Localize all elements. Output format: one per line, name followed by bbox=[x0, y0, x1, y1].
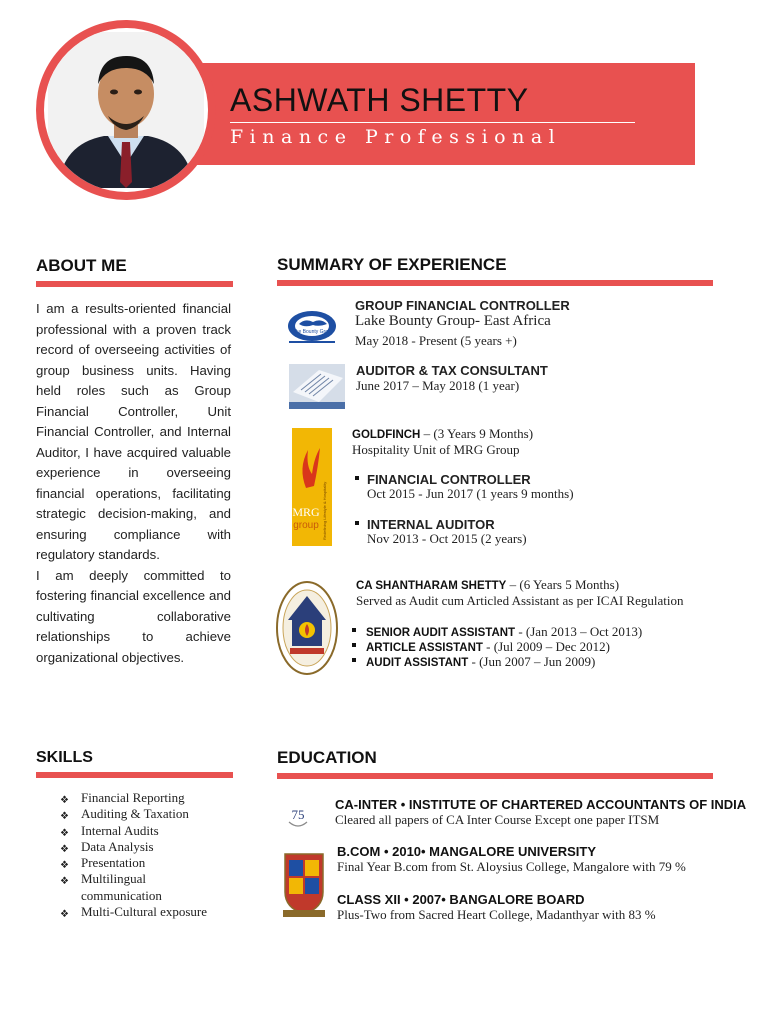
education-title-class-xii: CLASS XII • 2007• BANGALORE BOARD bbox=[337, 892, 585, 907]
period-audit-assistant: - (Jun 2007 – Jun 2009) bbox=[468, 654, 596, 669]
bullet bbox=[352, 658, 356, 662]
icai-75-logo-text: 75 bbox=[291, 807, 305, 822]
role-senior-audit-assistant: SENIOR AUDIT ASSISTANT bbox=[366, 627, 516, 639]
profile-photo bbox=[48, 32, 204, 188]
period-internal-auditor: Nov 2013 - Oct 2015 (2 years) bbox=[367, 531, 527, 546]
bullet bbox=[355, 521, 359, 525]
role-audit-assistant: AUDIT ASSISTANT bbox=[366, 657, 469, 669]
icai-75-logo bbox=[286, 804, 310, 830]
diamond-bullet-icon: ❖ bbox=[60, 909, 69, 921]
lake-bounty-logo-text: Lake Bounty Group bbox=[290, 329, 334, 335]
person-title: Finance Professional bbox=[230, 126, 562, 148]
bullet bbox=[352, 628, 356, 632]
skill-item: ❖ Internal Audits bbox=[60, 823, 240, 839]
period-article-assistant: - (Jul 2009 – Dec 2012) bbox=[482, 639, 611, 654]
goldfinch-line bbox=[352, 426, 533, 442]
education-desc-class-xii: Plus-Two from Sacred Heart College, Madanthyar with 83 % bbox=[337, 907, 656, 922]
about-heading-bar bbox=[36, 281, 233, 287]
diamond-bullet-icon: ❖ bbox=[60, 860, 69, 872]
role-auditor-tax-consultant: AUDITOR & TAX CONSULTANT bbox=[356, 363, 548, 378]
role-group-financial-controller: GROUP FINANCIAL CONTROLLER bbox=[355, 298, 570, 313]
profile-photo-frame bbox=[36, 20, 216, 200]
period-auditor: June 2017 – May 2018 (1 year) bbox=[356, 378, 520, 393]
company-ca-shantharam: CA SHANTHARAM SHETTY bbox=[356, 580, 507, 592]
skill-item: ❖ Multi-Cultural exposure bbox=[60, 904, 240, 920]
mrg-logo-subtext: group bbox=[293, 520, 319, 531]
experience-heading-bar bbox=[277, 280, 713, 286]
lake-bounty-logo bbox=[283, 308, 341, 346]
duration-ca: – (6 Years 5 Months) bbox=[506, 577, 620, 592]
education-heading-bar bbox=[277, 773, 713, 779]
bullet bbox=[355, 476, 359, 480]
skill-item: ❖ Financial Reporting bbox=[60, 790, 240, 806]
role-financial-controller: FINANCIAL CONTROLLER bbox=[367, 472, 531, 487]
diamond-bullet-icon: ❖ bbox=[60, 827, 69, 839]
skills-list bbox=[60, 790, 240, 920]
role-article-assistant: ARTICLE ASSISTANT bbox=[366, 642, 483, 654]
about-text bbox=[36, 299, 231, 668]
company-goldfinch: GOLDFINCH bbox=[352, 429, 421, 441]
name-divider bbox=[230, 122, 635, 123]
tax-documents-image bbox=[289, 364, 345, 409]
experience-heading: SUMMARY OF EXPERIENCE bbox=[277, 255, 507, 274]
goldfinch-description: Hospitality Unit of MRG Group bbox=[352, 442, 520, 457]
ca-role-row bbox=[366, 624, 642, 640]
ca-role-row bbox=[366, 654, 595, 670]
ca-role-row bbox=[366, 639, 610, 655]
skills-heading-bar bbox=[36, 772, 233, 778]
diamond-bullet-icon: ❖ bbox=[60, 843, 69, 855]
about-paragraph-1: I am a results-oriented financial professional with a proven track record of overseeing activities of group business units. Having held roles such as Group Financial Controller, Unit Financial Controller, and Internal Auditor, I have acquired valuable experience in overseeing financial operations, facilitating strategic decision-making, and ensuring compliance with regulatory standards. bbox=[36, 301, 231, 562]
skill-item: ❖ Data Analysis bbox=[60, 839, 240, 855]
education-title-bcom: B.COM • 2010• MANGALORE UNIVERSITY bbox=[337, 844, 597, 859]
ca-description: Served as Audit cum Articled Assistant as per ICAI Regulation bbox=[356, 593, 684, 608]
mrg-logo-side-text: Redefining Lifestyle & Hospitality bbox=[322, 481, 327, 540]
skills-heading: SKILLS bbox=[36, 749, 93, 766]
mrg-group-logo bbox=[292, 428, 332, 546]
education-title-ca-inter: CA-INTER • INSTITUTE OF CHARTERED ACCOUNTANTS OF INDIA bbox=[335, 797, 747, 812]
person-name: ASHWATH SHETTY bbox=[230, 82, 529, 118]
ca-line bbox=[356, 577, 619, 593]
education-desc-ca-inter: Cleared all papers of CA Inter Course Except one paper ITSM bbox=[335, 812, 660, 827]
about-heading: ABOUT ME bbox=[36, 256, 127, 275]
skill-item: ❖ Auditing & Taxation bbox=[60, 806, 240, 822]
role-internal-auditor: INTERNAL AUDITOR bbox=[367, 517, 495, 532]
icai-emblem-logo bbox=[276, 580, 338, 676]
period-financial-controller: Oct 2015 - Jun 2017 (1 years 9 months) bbox=[367, 486, 574, 501]
period-senior-audit-assistant: - (Jan 2013 – Oct 2013) bbox=[515, 624, 643, 639]
duration-goldfinch: – (3 Years 9 Months) bbox=[420, 426, 534, 441]
company-lake-bounty: Lake Bounty Group- East Africa bbox=[355, 313, 551, 329]
diamond-bullet-icon: ❖ bbox=[60, 795, 69, 806]
skill-item: ❖ Multilingual communication bbox=[60, 871, 162, 903]
mrg-logo-text: MRG bbox=[292, 505, 320, 519]
college-crest-logo bbox=[281, 848, 327, 920]
diamond-bullet-icon: ❖ bbox=[60, 811, 69, 823]
education-heading: EDUCATION bbox=[277, 748, 377, 767]
about-paragraph-2: I am deeply committed to fostering financial excellence and cultivating collaborative relationships to achieve organizational objectives. bbox=[36, 567, 231, 665]
bullet bbox=[352, 643, 356, 647]
skill-item: ❖ Presentation bbox=[60, 855, 240, 871]
diamond-bullet-icon: ❖ bbox=[60, 876, 69, 888]
period-lake-bounty: May 2018 - Present (5 years +) bbox=[355, 333, 517, 348]
education-desc-bcom: Final Year B.com from St. Aloysius College, Mangalore with 79 % bbox=[337, 859, 686, 874]
